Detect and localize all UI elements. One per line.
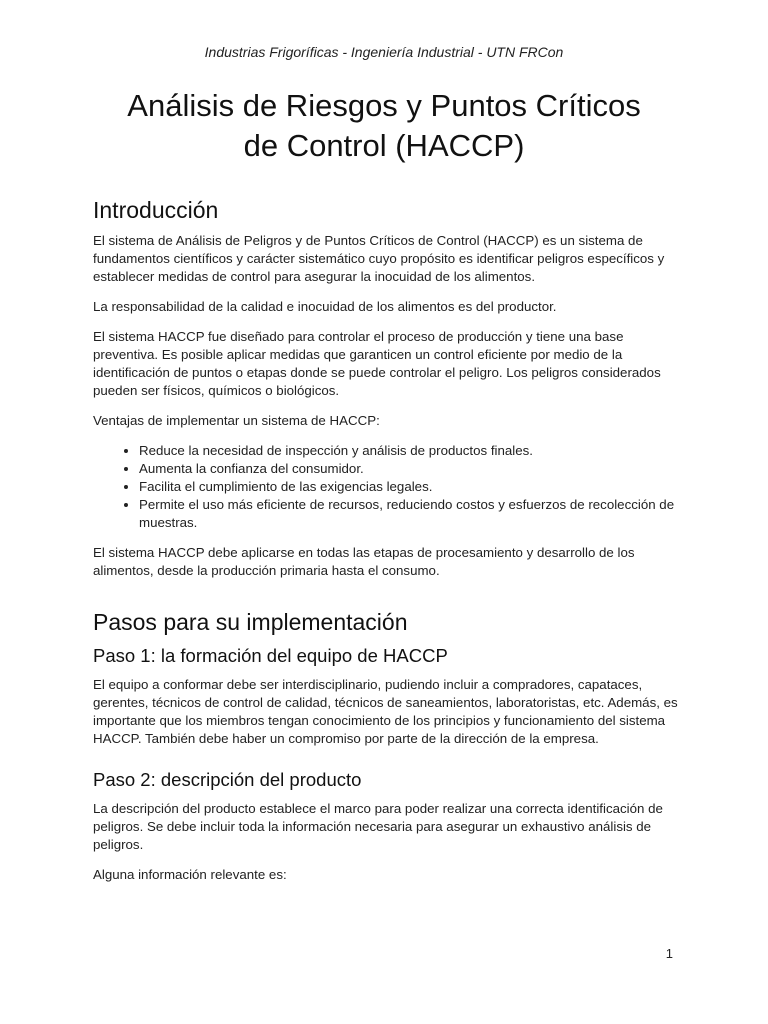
title-line-1: Análisis de Riesgos y Puntos Críticos (127, 88, 641, 123)
intro-paragraph-1: El sistema de Análisis de Peligros y de Puntos Críticos de Control (HACCP) es un sistema de fundamentos científicos y carácter sistemático cuyo propósito es identificar peligros específicos y establecer medidas de control para asegurar la inocuidad de los alimentos. (93, 233, 665, 284)
document-body (93, 196, 683, 896)
intro-heading: Introducción (93, 197, 219, 223)
list-item: • Reduce la necesidad de inspección y análisis de productos finales. (139, 442, 683, 460)
title-line-2: de Control (HACCP) (243, 128, 525, 163)
steps-heading: Pasos para su implementación (93, 609, 408, 635)
step-2-heading: Paso 2: descripción del producto (93, 769, 362, 790)
advantages-list (93, 442, 683, 532)
list-item: • Facilita el cumplimiento de las exigencias legales. (139, 478, 683, 496)
intro-paragraph-2: La responsabilidad de la calidad e inocuidad de los alimentos es del productor. (93, 299, 557, 314)
step-2-paragraph-2: Alguna información relevante es: (93, 867, 287, 882)
intro-paragraph-3: El sistema HACCP fue diseñado para controlar el proceso de producción y tiene una base preventiva. Es posible aplicar medidas que garanticen un control eficiente por medio de la identificación de puntos o etapas donde se puede controlar el peligro. Los peligros considerados pueden ser físicos, químicos o biológicos. (93, 329, 661, 398)
step-2-paragraph-1: La descripción del producto establece el marco para poder realizar una correcta identificación de peligros. Se debe incluir toda la información necesaria para asegurar un exhaustivo análisis de peligros. (93, 801, 663, 852)
step-1-paragraph: El equipo a conformar debe ser interdisciplinario, pudiendo incluir a compradores, capataces, gerentes, técnicos de control de calidad, técnicos de saneamientos, laboratoristas, etc. Además, es importante que los miembros tengan conocimiento de los principios y funcionamiento del sistema HACCP. También debe haber un compromiso por parte de la dirección de la empresa. (93, 677, 678, 746)
list-item: • Aumenta la confianza del consumidor. (139, 460, 683, 478)
advantages-lead: Ventajas de implementar un sistema de HACCP: (93, 413, 380, 428)
intro-paragraph-5: El sistema HACCP debe aplicarse en todas las etapas de procesamiento y desarrollo de los alimentos, desde la producción primaria hasta el consumo. (93, 545, 635, 578)
step-1-heading: Paso 1: la formación del equipo de HACCP (93, 645, 448, 666)
page-number: 1 (665, 946, 673, 961)
document-title (80, 86, 688, 166)
running-header: Industrias Frigoríficas - Ingeniería Industrial - UTN FRCon (204, 44, 564, 60)
list-item: • Permite el uso más eficiente de recursos, reduciendo costos y esfuerzos de recolección de muestras. (139, 496, 683, 532)
